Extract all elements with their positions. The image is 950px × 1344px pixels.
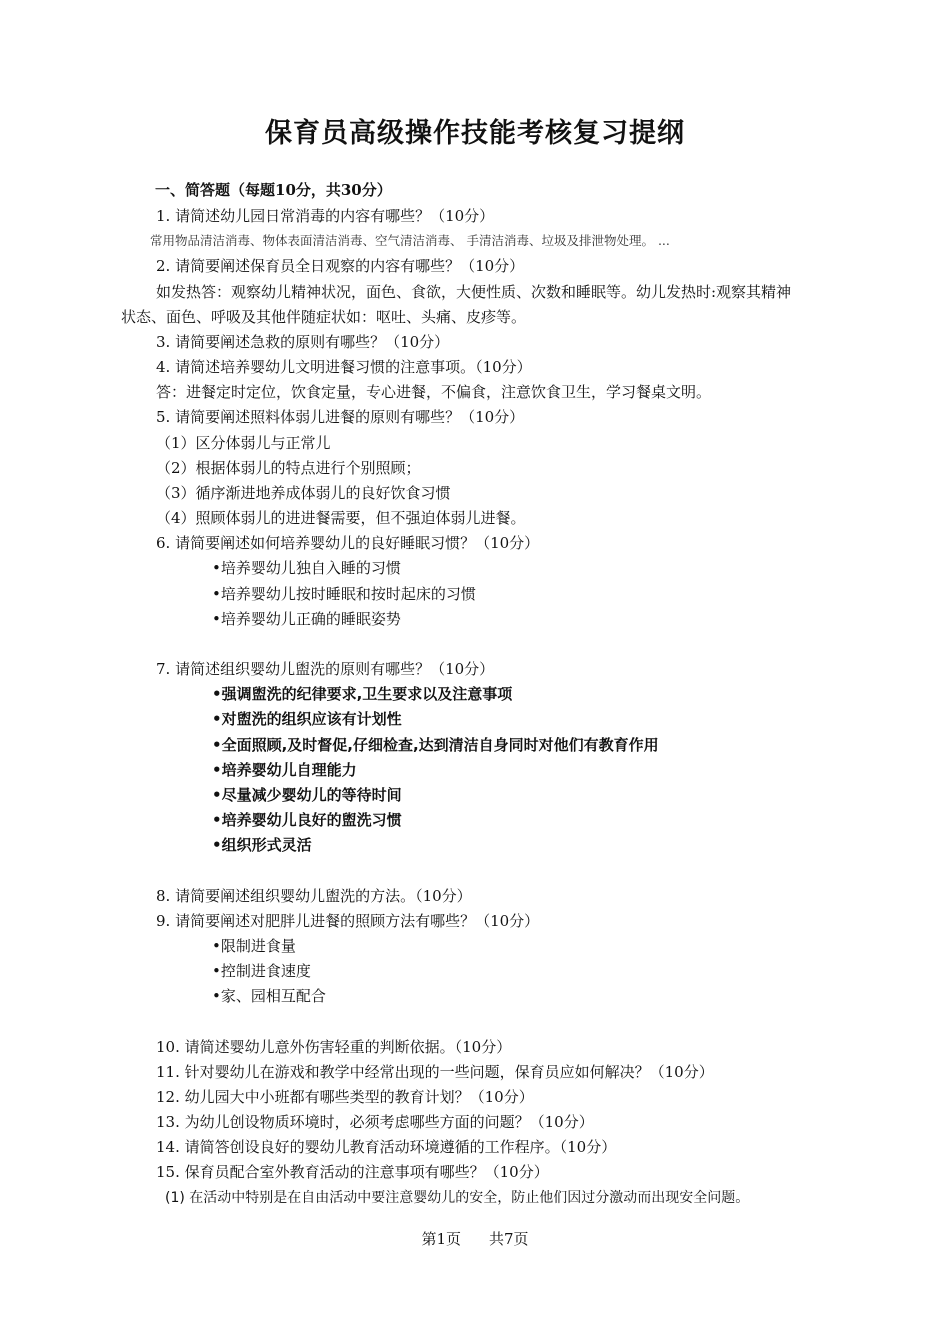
question-3: 3. 请简要阐述急救的原则有哪些？（10分） — [156, 333, 450, 351]
answer-6-bullet: •培养婴幼儿独自入睡的习惯 — [212, 559, 401, 577]
answer-2-line-2: 状态、面色、呼吸及其他伴随症状如：呕吐、头痛、皮疹等。 — [121, 308, 527, 326]
question-13: 13. 为幼儿创设物质环境时，必须考虑哪些方面的问题？（10分） — [156, 1113, 594, 1131]
question-9: 9. 请简要阐述对肥胖儿进餐的照顾方法有哪些？（10分） — [156, 912, 540, 930]
question-8: 8. 请简要阐述组织婴幼儿盥洗的方法。（10分） — [156, 887, 472, 905]
question-10: 10. 请简述婴幼儿意外伤害轻重的判断依据。（10分） — [156, 1038, 512, 1056]
page-footer — [0, 1228, 950, 1249]
answer-5-item: （4）照顾体弱儿的进进餐需要，但不强迫体弱儿进餐。 — [156, 509, 526, 527]
question-11: 11. 针对婴幼儿在游戏和教学中经常出现的一些问题，保育员应如何解决？（10分） — [156, 1063, 714, 1081]
question-7: 7. 请简述组织婴幼儿盥洗的原则有哪些？（10分） — [156, 660, 495, 678]
page-total: 共7页 — [489, 1230, 529, 1248]
answer-2-line-1: 如发热答：观察幼儿精神状况，面色、食欲，大便性质、次数和睡眠等。幼儿发热时:观察其精神 — [156, 283, 792, 301]
question-12: 12. 幼儿园大中小班都有哪些类型的教育计划？（10分） — [156, 1088, 534, 1106]
answer-7-bullet: •对盥洗的组织应该有计划性 — [212, 710, 402, 728]
answer-7-bullet: •培养婴幼儿良好的盥洗习惯 — [212, 811, 402, 829]
answer-5-item: （2）根据体弱儿的特点进行个别照顾； — [156, 459, 421, 477]
question-15: 15. 保育员配合室外教育活动的注意事项有哪些？（10分） — [156, 1163, 549, 1181]
answer-9-bullet: •家、园相互配合 — [212, 987, 326, 1005]
question-14: 14. 请简答创设良好的婴幼儿教育活动环境遵循的工作程序。（10分） — [156, 1138, 617, 1156]
page-number: 第1页 — [421, 1230, 461, 1248]
answer-6-bullet: •培养婴幼儿正确的睡眠姿势 — [212, 610, 401, 628]
question-6: 6. 请简要阐述如何培养婴幼儿的良好睡眠习惯？（10分） — [156, 534, 540, 552]
answer-9-bullet: •限制进食量 — [212, 937, 296, 955]
answer-5-item: （3）循序渐进地养成体弱儿的良好饮食习惯 — [156, 484, 451, 502]
answer-15-item: (1) 在活动中特别是在自由活动中要注意婴幼儿的安全，防止他们因过分激动而出现安全问题。 — [165, 1190, 750, 1206]
question-5: 5. 请简要阐述照料体弱儿进餐的原则有哪些？（10分） — [156, 408, 525, 426]
answer-7-bullet: •强调盥洗的纪律要求,卫生要求以及注意事项 — [212, 685, 513, 703]
answer-5-item: （1）区分体弱儿与正常儿 — [156, 434, 331, 452]
section-heading: 一、简答题（每题10分，共30分） — [155, 181, 392, 199]
answer-1: 常用物品清洁消毒、物体表面清洁消毒、空气清洁消毒、 手清洁消毒、垃圾及排泄物处理。 ... — [150, 233, 670, 248]
answer-6-bullet: •培养婴幼儿按时睡眠和按时起床的习惯 — [212, 585, 476, 603]
question-4: 4. 请简述培养婴幼儿文明进餐习惯的注意事项。（10分） — [156, 358, 532, 376]
answer-7-bullet: •全面照顾,及时督促,仔细检查,达到清洁自身同时对他们有教育作用 — [212, 736, 659, 754]
answer-9-bullet: •控制进食速度 — [212, 962, 311, 980]
question-1: 1. 请简述幼儿园日常消毒的内容有哪些？（10分） — [156, 207, 495, 225]
answer-7-bullet: •培养婴幼儿自理能力 — [212, 761, 357, 779]
document-title: 保育员高级操作技能考核复习提纲 — [265, 118, 685, 149]
answer-7-bullet: •组织形式灵活 — [212, 836, 312, 854]
answer-4: 答：进餐定时定位，饮食定量，专心进餐，不偏食，注意饮食卫生，学习餐桌文明。 — [156, 383, 712, 401]
question-2: 2. 请简要阐述保育员全日观察的内容有哪些？（10分） — [156, 257, 525, 275]
answer-7-bullet: •尽量减少婴幼儿的等待时间 — [212, 786, 402, 804]
